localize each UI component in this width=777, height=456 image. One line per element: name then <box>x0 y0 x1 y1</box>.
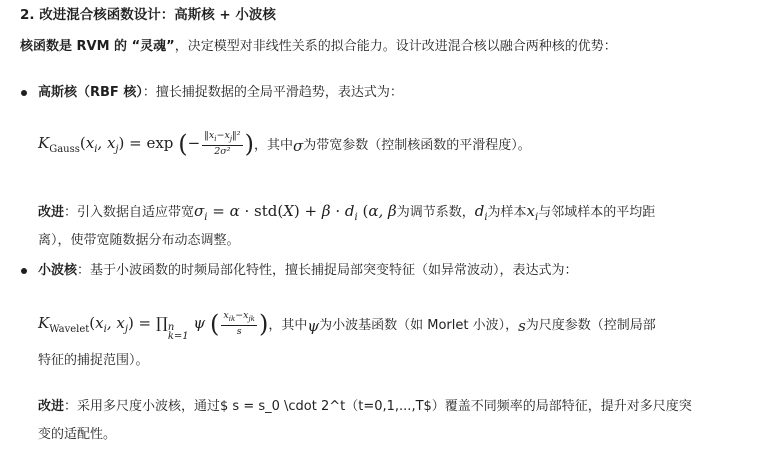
wavelet-formula-line <box>38 308 656 344</box>
improve-text: 与邻域样本的平均距 <box>538 205 656 220</box>
adaptive-bandwidth-formula: $\sigma_i = \alpha \cdot std(X) + \beta \cdot d_i$ (α, β <box>194 202 397 223</box>
wavelet-formula: $K_{Wavelet}(x_i$, $x_j$) = ∏ n k=1 ψ ( $\frac{x_{ik}-x_{jk}}{s}$ ) <box>38 309 269 342</box>
wavelet-note-a: ，其中 <box>268 318 308 333</box>
intro-text: ，决定模型对非线性关系的拟合能力。设计改进混合核以融合两种核的优势： <box>174 39 617 54</box>
improve-label: 改进 <box>38 399 65 414</box>
gaussian-improve-line2: 离），使带宽随数据分布动态调整。 <box>38 233 240 248</box>
improve-text: ：引入数据自适应带宽 <box>64 205 195 220</box>
improve-text: 为调节系数， <box>396 205 475 220</box>
wavelet-note-c: 为尺度参数（控制局部 <box>525 318 656 333</box>
wavelet-note-b: 为小波基函数（如 Morlet 小波）， <box>319 318 519 333</box>
section-heading: 2. 改进混合核函数设计：高斯核 + 小波核 <box>20 7 276 23</box>
wavelet-desc: ：基于小波函数的时频局部化特性，擅长捕捉局部突变特征（如异常波动），表达式为： <box>77 263 578 278</box>
improve-text: ：采用多尺度小波核，通过$ s = s_0 \cdot 2^t（t=0,1,...,T$）覆盖不同频率的局部特征，提升对多尺度突 <box>64 399 692 414</box>
d-i-symbol: $d_i$ <box>474 202 488 223</box>
gaussian-note-b: 为带宽参数（控制核函数的平滑程度）。 <box>303 138 531 153</box>
gaussian-label: 高斯核（RBF 核） <box>38 85 143 100</box>
x-i-symbol: $x_i$ <box>526 202 539 223</box>
wavelet-improve <box>38 396 692 418</box>
bullet-dot <box>21 268 27 274</box>
improve-text: 为样本 <box>487 205 527 220</box>
wavelet-label: 小波核 <box>38 263 78 278</box>
wavelet-improve-line2: 变的适配性。 <box>38 427 117 442</box>
psi-symbol: ψ <box>307 317 320 335</box>
gaussian-improve <box>38 200 655 229</box>
s-symbol: s <box>518 317 526 335</box>
intro-paragraph <box>20 36 617 58</box>
gaussian-bullet-text <box>38 82 403 104</box>
bullet-dot <box>21 90 27 96</box>
intro-bold: 核函数是 RVM 的 “灵魂” <box>20 39 175 54</box>
wavelet-formula-line2: 特征的捕捉范围）。 <box>38 353 149 368</box>
improve-label: 改进 <box>38 205 65 220</box>
gaussian-formula: $K_{Gauss}(x_i$, $x_j) = \exp$ (− $\frac{‖x_i-x_j‖^2}{\text{2σ²}}$ ) <box>38 129 254 158</box>
gaussian-formula-line <box>38 128 531 164</box>
sigma-symbol: σ <box>292 137 304 155</box>
wavelet-bullet-text <box>38 260 578 282</box>
gaussian-desc: ：擅长捕捉数据的全局平滑趋势，表达式为： <box>142 85 403 100</box>
gaussian-note-a: ，其中 <box>253 138 293 153</box>
